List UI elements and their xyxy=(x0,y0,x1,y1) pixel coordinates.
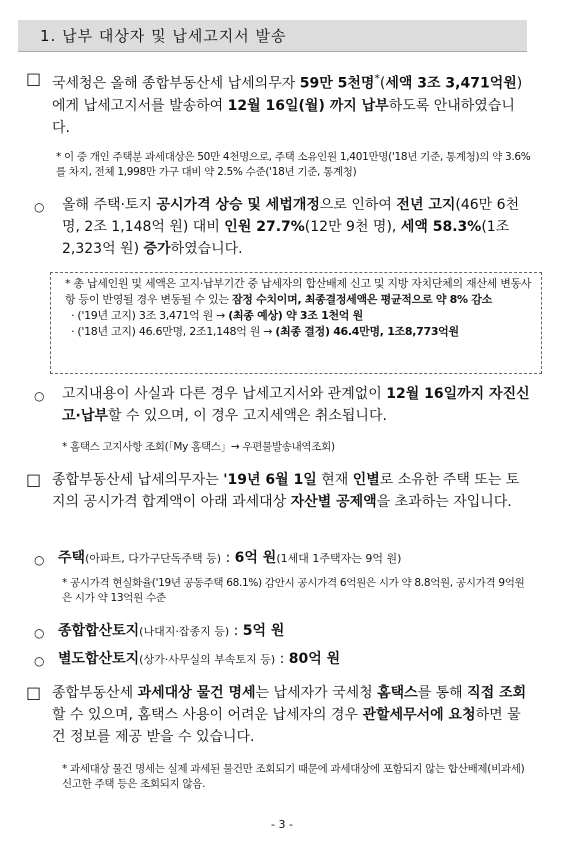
circle-bullet-icon: ○ xyxy=(34,654,45,668)
deduction-combined-land: 종합합산토지(나대지·잡종지 등) : 5억 원 xyxy=(58,623,285,639)
paragraph-1b: 고지내용이 사실과 다른 경우 납세고지서와 관계없이 12월 16일까지 자진신고·납부할 수 있으며, 이 경우 고지세액은 취소됩니다. xyxy=(62,386,530,424)
square-bullet-icon: □ xyxy=(26,470,42,489)
note-box-line-1: * 총 납세인원 및 세액은 고지·납부기간 중 납세자의 합산배제 신고 및 지방 자치단체의 재산세 변동사항 등이 반영될 경우 변동될 수 있는 잠정 수치이며, 최종결정세액은 평균적으로 약 8% 감소 xyxy=(65,277,532,306)
footnote-1: * 이 중 개인 주택분 과세대상은 50만 4천명으로, 주택 소유인원 1,401만명('18년 기준, 통계청)의 약 3.6%를 차지, 전체 1,998만 가구 대비 약 2.5% 수준('18년 기준, 통계청) xyxy=(56,151,531,178)
paragraph-3: 종합부동산세 과세대상 물건 명세는 납세자가 국세청 홈택스를 통해 직접 조회할 수 있으며, 홈택스 사용이 어려운 납세자의 경우 관할세무서에 요청하면 물건 정보를 제공 받을 수 있습니다. xyxy=(52,685,527,745)
paragraph-1a: 올해 주택·토지 공시가격 상승 및 세법개정으로 인하여 전년 고지(46만 6천 명, 2조 1,148억 원) 대비 인원 27.7%(12만 9천 명), 세액 58.3%(1조 2,323억 원) 증가하였습니다. xyxy=(62,197,520,257)
circle-bullet-icon: ○ xyxy=(34,200,45,214)
note-box-line-2: · ('19년 고지) 3조 3,471억 원 → (최종 예상) 약 3조 1천억 원 xyxy=(71,309,363,322)
section-header xyxy=(18,20,527,52)
deduction-separate-land: 별도합산토지(상가·사무실의 부속토지 등) : 80억 원 xyxy=(58,651,341,667)
circle-bullet-icon: ○ xyxy=(34,553,45,567)
footnote-4: * 과세대상 물건 명세는 실제 과세된 물건만 조회되기 때문에 과세대상에 포함되지 않는 합산배제(비과세) 신고한 주택 등은 조회되지 않음. xyxy=(62,763,525,790)
deduction-housing: 주택(아파트, 다가구단독주택 등) : 6억 원(1세대 1주택자는 9억 원) xyxy=(58,550,402,566)
square-bullet-icon: □ xyxy=(26,69,42,88)
footnote-3: * 공시가격 현실화율('19년 공동주택 68.1%) 감안시 공시가격 6억원은 시가 약 8.8억원, 공시가격 9억원은 시가 약 13억원 수준 xyxy=(62,577,525,604)
note-box-line-3: · ('18년 고지) 46.6만명, 2조1,148억 원 → (최종 결정) 46.4만명, 1조8,773억원 xyxy=(71,325,459,338)
footnote-2: * 홈택스 고지사항 조회(「My 홈택스」→ 우편물발송내역조회) xyxy=(62,441,335,453)
circle-bullet-icon: ○ xyxy=(34,626,45,640)
circle-bullet-icon: ○ xyxy=(34,389,45,403)
page-number: - 3 - xyxy=(271,818,293,831)
note-box xyxy=(50,272,542,374)
paragraph-2: 종합부동산세 납세의무자는 '19년 6월 1일 현재 인별로 소유한 주택 또는 토지의 공시가격 합계액이 아래 과세대상 자산별 공제액을 초과하는 자입니다. xyxy=(52,472,520,510)
square-bullet-icon: □ xyxy=(26,683,42,702)
paragraph-1: 국세청은 올해 종합부동산세 납세의무자 59만 5천명*(세액 3조 3,471억원)에게 납세고지서를 발송하여 12월 16일(월) 까지 납부하도록 안내하였습니다. xyxy=(52,72,523,136)
section-title: 1. 납부 대상자 및 납세고지서 발송 xyxy=(40,27,287,45)
